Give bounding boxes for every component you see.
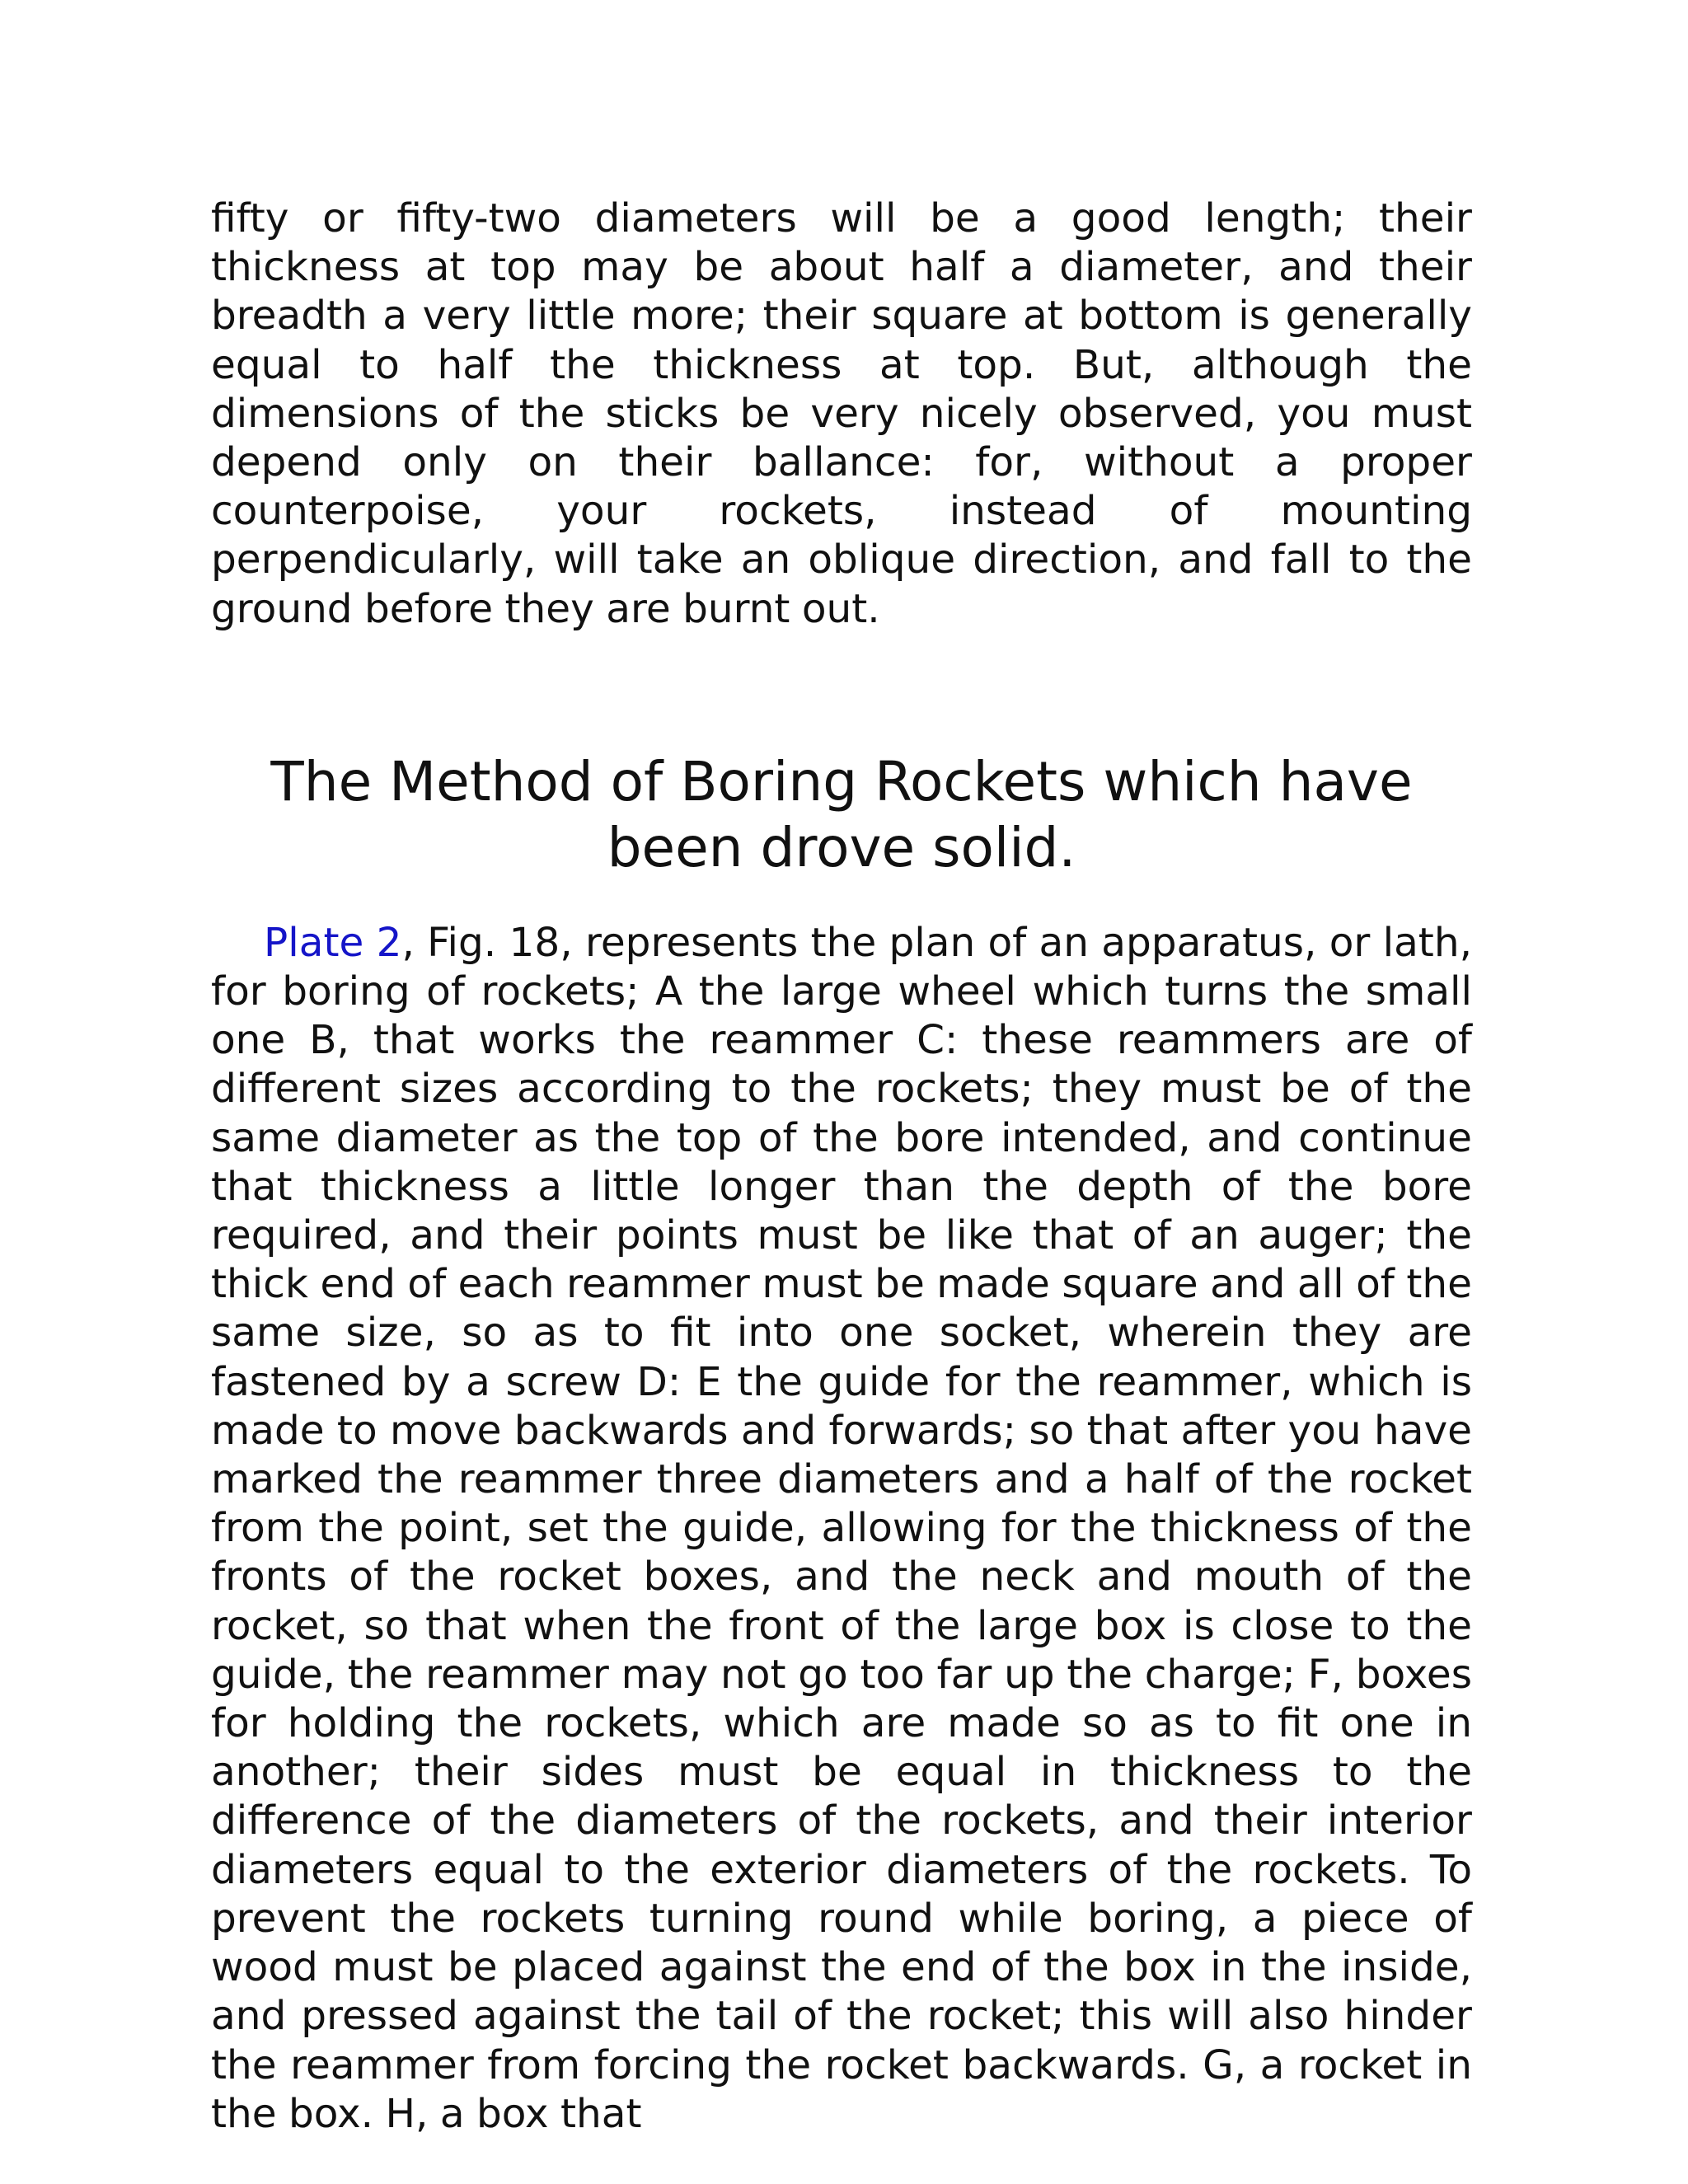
paragraph-boring-rockets-text: , Fig. 18, represents the plan of an apparatus, or lath, for boring of rockets; A the large wheel which turns the small one B, that works the reammer C: these reammers are of different sizes according to the rockets; they must be of the same diameter as the top of the bore intended, and continue that thickness a little longer than the depth of the bore required, and their points must be like that of an auger; the thick end of each reammer must be made square and all of the same size, so as to fit into one socket, wherein they are fastened by a screw D: E the guide for the reammer, which is made to move backwards and forwards; so that after you have marked the reammer three diameters and a half of the rocket from the point, set the guide, allowing for the thickness of the fronts of the rocket boxes, and the neck and mouth of the rocket, so that when the front of the large box is close to the guide, the reammer may not go too far up the charge; F, boxes for holding the rockets, which are made so as to fit one in another; their sides must be equal in thickness to the difference of the diameters of the rockets, and their interior diameters equal to the exterior diameters of the rockets. To prevent the rockets turning round while boring, a piece of wood must be placed against the end of the box in the inside, and pressed against the tail of the rocket; this will also hinder the reammer from forcing the rocket backwards. G, a rocket in the box. H, a box that — [211, 919, 1472, 2137]
section-heading: The Method of Boring Rockets which have been drove solid. — [270, 749, 1413, 879]
plate-2-link[interactable]: Plate 2 — [264, 919, 402, 966]
paragraph-boring-rockets — [211, 919, 1472, 2139]
document-page — [211, 194, 1472, 2139]
paragraph-rocket-sticks: fifty or fifty-two diameters will be a good length; their thickness at top may be about half a diameter, and their breadth a very little more; their square at bottom is generally equal to half the thickness at top. But, although the dimensions of the sticks be very nicely observed, you must depend only on their ballance: for, without a proper counterpoise, your rockets, instead of mounting perpendicularly, will take an oblique direction, and fall to the ground before they are burnt out. — [211, 195, 1472, 632]
